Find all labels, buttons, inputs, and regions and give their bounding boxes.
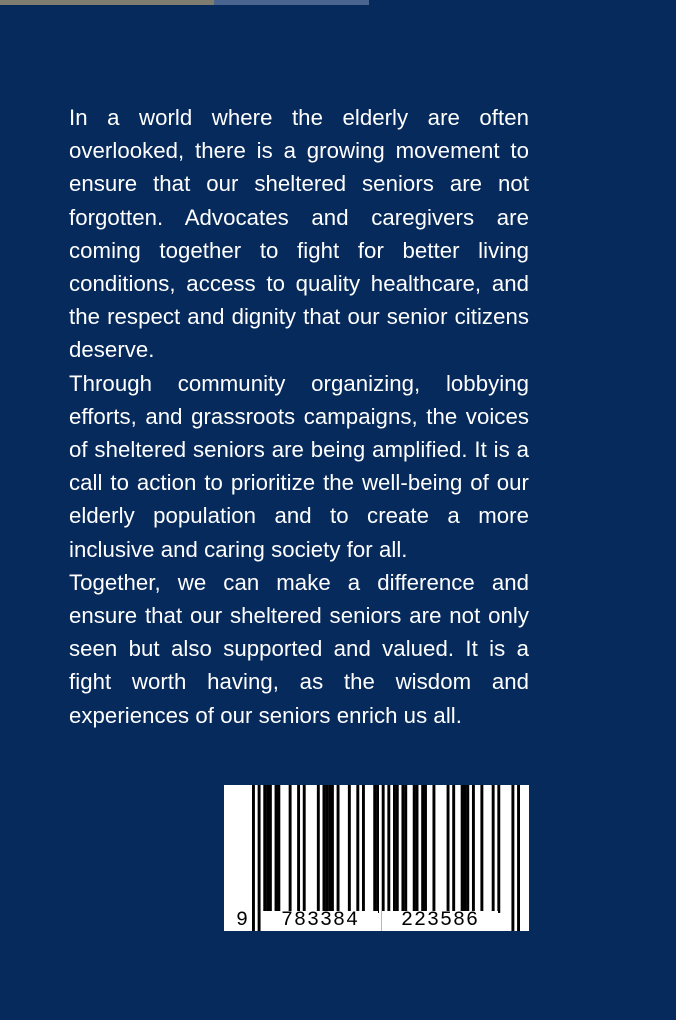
barcode-bar — [362, 785, 365, 913]
barcode-bar — [252, 785, 255, 931]
barcode-bar — [275, 785, 278, 913]
barcode-bar — [421, 785, 424, 913]
barcode-bar — [337, 785, 340, 913]
barcode-bar — [269, 785, 272, 913]
barcode-bar — [464, 785, 467, 913]
barcode-bar — [258, 785, 261, 931]
barcode-bar — [323, 785, 326, 913]
barcode-bar — [356, 785, 359, 913]
barcode-right-digits: 223586 — [382, 911, 498, 931]
barcode-bar — [393, 785, 396, 913]
blurb-paragraph-2: Through community organizing, lobbying efforts, and grassroots campaigns, the voices of sheltered seniors are being amplified. It is a call to action to prioritize the well-being of our elderly population and to create a more inclusive and caring society for all. — [69, 370, 529, 562]
barcode-bar — [492, 785, 495, 913]
barcode-bar — [348, 785, 351, 913]
barcode-bars — [224, 785, 529, 931]
barcode-bar — [263, 785, 266, 913]
barcode-bar — [461, 785, 464, 913]
barcode-bar — [317, 785, 320, 913]
blurb-paragraph-1: In a world where the elderly are often overlooked, there is a growing movement to ensure that our sheltered seniors are not forgotten. Advocates and caregivers are coming together to fight for better living conditions, access to quality healthcare, and the respect and dignity that our senior citizens deserve. — [69, 105, 529, 363]
barcode-left-digits: 783384 — [262, 911, 378, 931]
barcode-bar — [497, 785, 500, 913]
barcode-bar — [480, 785, 483, 913]
barcode-bar — [404, 785, 407, 913]
barcode-bar — [432, 785, 435, 913]
barcode-bar — [297, 785, 300, 913]
barcode-bar — [277, 785, 280, 913]
barcode-bar — [416, 785, 419, 913]
top-strip — [0, 0, 369, 5]
barcode-lead-digit: 9 — [232, 911, 252, 931]
barcode-bar — [331, 785, 334, 913]
barcode-bar — [517, 785, 520, 931]
barcode-bar — [387, 785, 390, 931]
top-strip-accent — [0, 0, 214, 5]
barcode-bar — [452, 785, 455, 913]
barcode-bar — [401, 785, 404, 913]
barcode-bar — [325, 785, 328, 913]
barcode-bar — [424, 785, 427, 913]
barcode-bar — [472, 785, 475, 913]
barcode-bar — [382, 785, 385, 931]
barcode-bar — [266, 785, 269, 913]
barcode-bar — [373, 785, 376, 913]
barcode-bar — [511, 785, 514, 931]
barcode-bar — [328, 785, 331, 913]
barcode-bar — [303, 785, 306, 913]
barcode-bar — [413, 785, 416, 913]
back-cover-blurb — [69, 101, 529, 732]
barcode-bar — [396, 785, 399, 913]
barcode-bar — [447, 785, 450, 913]
barcode-bar — [376, 785, 379, 913]
barcode-bar — [289, 785, 292, 913]
blurb-paragraph-3: Together, we can make a difference and ensure that our sheltered seniors are not only seen but also supported and valued. It is a fight worth having, as the wisdom and experiences of our seniors enrich us all. — [69, 569, 529, 728]
barcode-bar — [466, 785, 469, 913]
isbn-barcode — [224, 785, 529, 931]
